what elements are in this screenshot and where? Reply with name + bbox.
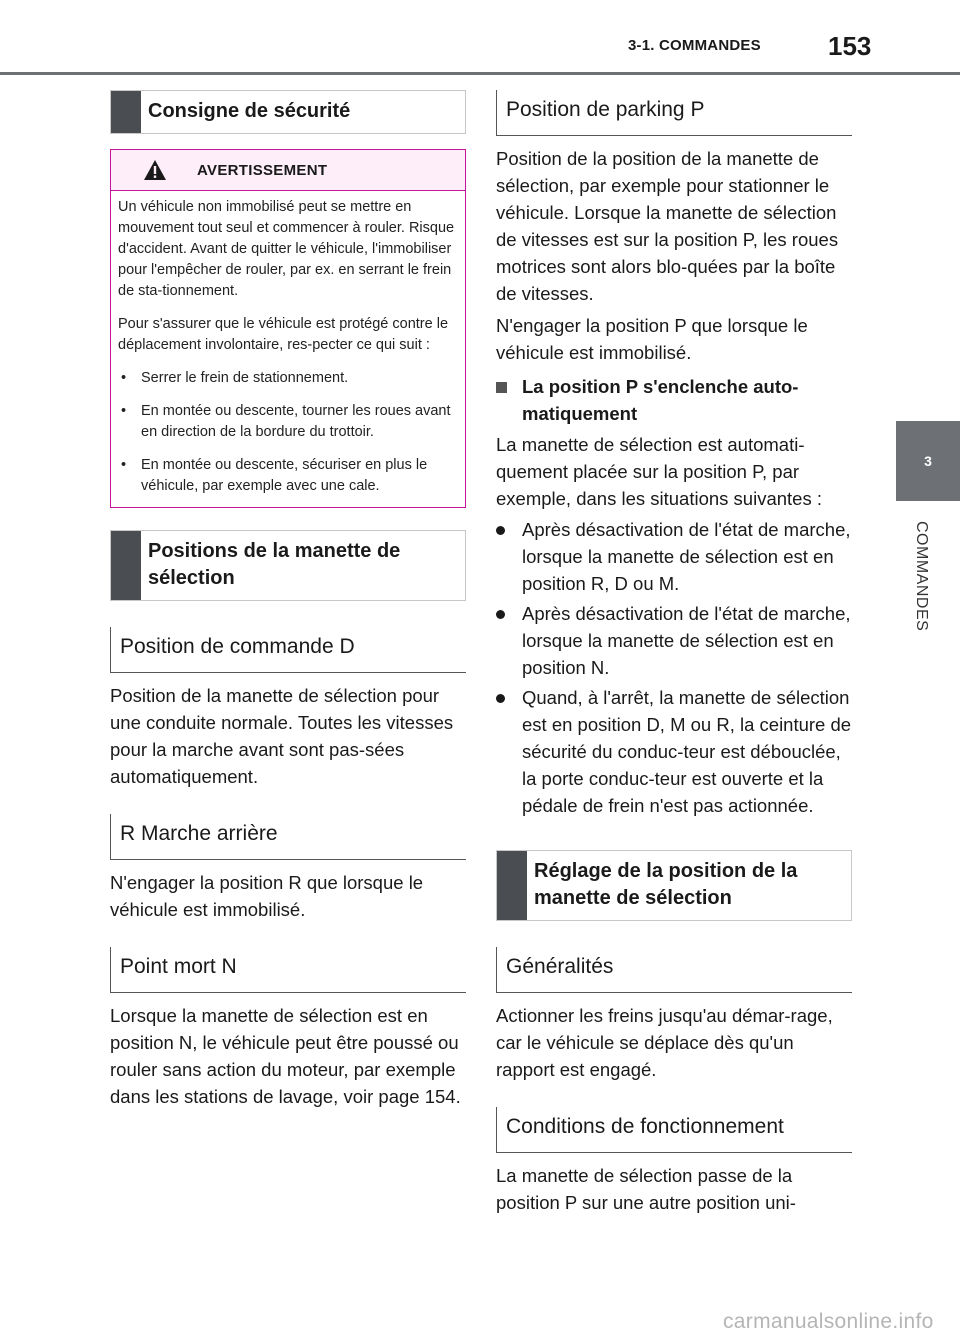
warning-paragraph: Un véhicule non immobilisé peut se mettre en mouvement tout seul et commencer à rouler. Risque d'accident. Avant de quitter le véhicule, l'immobiliser pour l'empêcher de rouler, par ex. en serrant le frein de sta-tionnement. [118, 199, 455, 299]
paragraph-position-d: Position de la manette de sélection pour une conduite normale. Toutes les vitesses pour la marche avant sont pas-sées automatiquement. [110, 685, 454, 787]
section-title-safety: Consigne de sécurité [148, 100, 351, 122]
subhead-position-p: Position de parking P [496, 90, 852, 136]
warning-header [111, 150, 465, 191]
page-number: 153 [828, 31, 872, 61]
chapter-label-text: COMMANDES [913, 521, 930, 632]
paragraph-position-r: N'engager la position R que lorsque le véhicule est immobilisé. [110, 872, 424, 920]
paragraph-general: Actionner les freins jusqu'au démar-rage, car le véhicule se déplace dès qu'un rapport est engagé. [496, 1005, 833, 1080]
warning-list-item [118, 368, 457, 389]
list-item-text: Après désactivation de l'état de marche, lorsque la manette de sélection est en position R, D ou M. [522, 519, 851, 594]
bold-subhead-auto-p [496, 373, 852, 427]
running-header-title: 3-1. COMMANDES [628, 37, 761, 54]
section-bar [111, 91, 141, 133]
list-item [496, 516, 852, 597]
section-adjust [496, 850, 852, 921]
bullet-dot-icon: • [121, 403, 127, 419]
warning-box [110, 149, 466, 508]
section-title-positions: Positions de la manette de sélection [148, 540, 401, 589]
warning-list-item [118, 401, 457, 443]
section-positions [110, 530, 466, 601]
chapter-tab [896, 421, 960, 501]
watermark-text: carmanualsonline.info [723, 1310, 934, 1333]
chapter-side-label [906, 521, 936, 671]
paragraph-position-n: Lorsque la manette de sélection est en position N, le véhicule peut être poussé ou rouler sans action du moteur, par exemple dans les stations de lavage, voir page 154. [110, 1005, 461, 1107]
right-column [496, 90, 852, 1216]
subhead-general: Généralités [496, 947, 852, 993]
bold-subhead-text: La position P s'enclenche auto-matiquement [522, 376, 799, 424]
section-bar [111, 531, 141, 600]
warning-paragraph: Pour s'assurer que le véhicule est protégé contre le déplacement involontaire, res-pecter ce qui suit : [118, 316, 449, 353]
bullet-dot-icon [496, 684, 522, 819]
bullet-dot-icon: • [121, 370, 127, 386]
bullet-dot-icon [496, 600, 522, 681]
bullet-dot-icon [496, 516, 522, 597]
left-column [110, 90, 466, 1110]
chapter-number: 3 [924, 453, 932, 469]
warning-list-text: En montée ou descente, sécuriser en plus le véhicule, par exemple avec une cale. [141, 457, 428, 494]
section-safety [110, 90, 466, 134]
section-title-adjust: Réglage de la position de la manette de sélection [534, 860, 798, 909]
section-bar [497, 851, 527, 920]
warning-triangle-icon [143, 159, 167, 181]
paragraph-auto-p: La manette de sélection est automati-quement placée sur la position P, par exemple, dans les situations suivantes : [496, 434, 822, 509]
subhead-position-d: Position de commande D [110, 627, 466, 673]
warning-list-text: En montée ou descente, tourner les roues avant en direction de la bordure du trottoir. [141, 403, 451, 440]
paragraph-conditions: La manette de sélection passe de la position P sur une autre position uni- [496, 1165, 796, 1213]
warning-list-text: Serrer le frein de stationnement. [141, 370, 349, 386]
paragraph-position-p-note: N'engager la position P que lorsque le véhicule est immobilisé. [496, 315, 808, 363]
list-item [496, 600, 852, 681]
header-rule [0, 72, 960, 75]
square-bullet-icon [496, 373, 522, 427]
list-item-text: Quand, à l'arrêt, la manette de sélection est en position D, M ou R, la ceinture de sécurité du conduc-teur est débouclée, la porte conduc-teur est ouverte et la pédale de frein n'est pas actionnée. [522, 687, 852, 816]
subhead-position-n: Point mort N [110, 947, 466, 993]
warning-list-item [118, 455, 457, 497]
warning-title: AVERTISSEMENT [197, 161, 328, 179]
list-item-text: Après désactivation de l'état de marche, lorsque la manette de sélection est en position N. [522, 603, 851, 678]
warning-body [111, 191, 465, 507]
list-item [496, 684, 852, 819]
subhead-conditions: Conditions de fonctionnement [496, 1107, 852, 1153]
subhead-position-r: R Marche arrière [110, 814, 466, 860]
paragraph-position-p: Position de la position de la manette de sélection, par exemple pour stationner le véhicule. Lorsque la manette de sélection de vitesses est sur la position P, les roues motrices sont alors blo-quées par la boîte de vitesses. [496, 148, 839, 304]
bullet-dot-icon: • [121, 457, 127, 473]
